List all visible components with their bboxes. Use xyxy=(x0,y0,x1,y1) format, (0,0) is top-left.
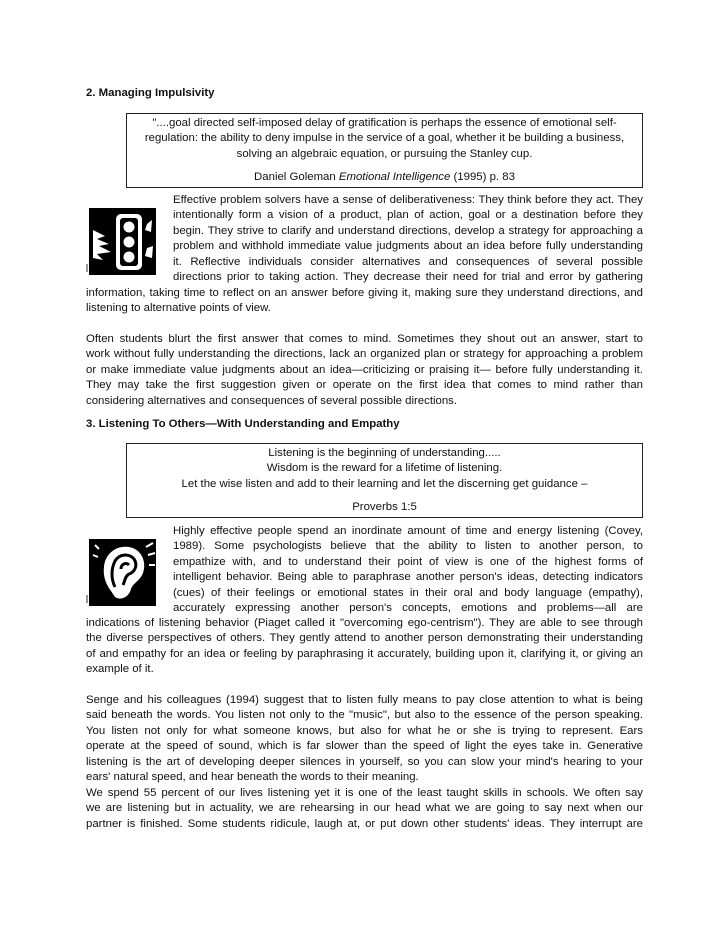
margin-mark xyxy=(86,264,88,272)
text-line: We spend 55 percent of our lives listening yet it is one of the least taught skills in schools. We often say xyxy=(86,787,643,799)
text-line: Senge and his colleagues (1994) suggest that to listen fully means to pay close attention to what is being xyxy=(86,694,643,706)
text-line: Effective problem solvers have a sense of deliberativeness: They think before they act. They xyxy=(173,194,643,206)
section-heading-listening: 3. Listening To Others—With Understanding and Empathy xyxy=(86,418,400,430)
text-line: partner is finished. Some students ridicule, laugh at, or put down other students' ideas. They interrupt are xyxy=(86,817,643,830)
text-line: accurately expressing another person's concepts, emotions and problems—all are xyxy=(173,601,643,614)
attrib-author: Daniel Goleman xyxy=(254,171,339,184)
traffic-light-icon xyxy=(89,208,156,275)
quote-line: regulation: the ability to deny impulse in the service of a goal, whether it be building a business, xyxy=(144,132,625,145)
attrib-year-page: (1995) p. 83 xyxy=(450,171,515,184)
text-line: directions prior to taking action. They decrease their need for trial and error by gathering xyxy=(173,270,643,283)
quote-box-goleman xyxy=(126,113,643,188)
text-line: or make immediate value judgments about an idea—criticizing or praising it— before fully understanding it. xyxy=(86,363,643,376)
text-line: work without fully understanding the directions, lack an organized plan or strategy for approaching a problem xyxy=(86,348,643,361)
text-line: You listen not only for what someone knows, but also for what he or she is trying to represent. Ears xyxy=(86,724,643,737)
text-line: Often students blurt the first answer that comes to mind. Sometimes they shout out an answer, start to xyxy=(86,333,643,345)
paragraph-blurt xyxy=(86,332,643,409)
quote-line: Let the wise listen and add to their learning and let the discerning get guidance – xyxy=(181,477,588,490)
ear-icon xyxy=(89,539,156,606)
text-line: (cues) of their feelings or emotional states in their oral and body language (empathy), xyxy=(173,586,643,599)
paragraph-senge xyxy=(86,693,643,785)
paragraph-effective-listening-cont xyxy=(86,616,643,678)
text-line: information, taking time to reflect on an answer before giving it, making sure they understand directions, and xyxy=(86,287,643,299)
text-line: begin. They strive to clarify and understand directions, develop a strategy for approaching a xyxy=(173,224,643,237)
text-line: indications of listening behavior (Piaget called it "overcoming ego-centrism"). They are able to see through xyxy=(86,617,643,629)
quote-attribution: Proverbs 1:5 xyxy=(352,501,417,514)
paragraph-deliberativeness xyxy=(173,193,643,285)
text-line: operate at the speed of sound, which is far slower than the speed of light the eyes take in. Generative xyxy=(86,740,643,753)
quote-line: Listening is the beginning of understanding..... xyxy=(268,447,501,459)
text-line: intelligent behavior. Being able to paraphrase another person's ideas, detecting indicators xyxy=(173,571,643,584)
text-line: intentionally form a vision of a product, plan of action, goal or a destination before they xyxy=(173,209,643,222)
text-line: problem and withhold immediate value judgments about an idea before fully understanding xyxy=(173,240,643,253)
text-line: the diverse perspectives of others. They gently attend to another person demonstrating their understanding xyxy=(86,632,643,645)
text-line: listening to alternative points of view. xyxy=(86,302,271,315)
text-line: it. Reflective individuals consider alternatives and consequences of several possible xyxy=(173,255,643,268)
section-heading-managing-impulsivity: 2. Managing Impulsivity xyxy=(86,87,215,99)
text-line: we are listening but in actuality, we are rehearsing in our head what we are going to say next when our xyxy=(86,802,643,815)
attrib-title: Emotional Intelligence xyxy=(338,171,451,184)
text-line: considering alternatives and consequences of several possible directions. xyxy=(86,394,458,407)
text-line: listening is the art of developing deeper silences in yourself, so you can slow your mind's hearing to your xyxy=(86,755,643,768)
paragraph-deliberativeness-cont xyxy=(86,286,643,317)
text-line: ears' natural speed, and hear beneath the words to their meaning. xyxy=(86,770,419,783)
text-line: They may take the first suggestion given or operate on the first idea that comes to mind rather than xyxy=(86,379,643,392)
quote-box-proverbs xyxy=(126,443,643,518)
quote-attribution xyxy=(127,170,642,185)
paragraph-55-percent xyxy=(86,786,643,832)
quote-line: "....goal directed self-imposed delay of gratification is perhaps the essence of emotional self- xyxy=(152,117,617,129)
text-line: example of it. xyxy=(86,663,154,676)
quote-line: solving an algebraic equation, or pursuing the Stanley cup. xyxy=(236,147,533,160)
paragraph-effective-listening xyxy=(173,524,643,616)
margin-mark xyxy=(86,595,88,603)
quote-line: Wisdom is the reward for a lifetime of listening. xyxy=(266,462,503,475)
text-line: said beneath the words. You listen not only to the "music", but also to the essence of the person speaking. xyxy=(86,709,643,722)
text-line: Highly effective people spend an inordinate amount of time and energy listening (Covey, xyxy=(173,525,643,537)
text-line: empathize with, and to understand their point of view is one of the highest forms of xyxy=(173,555,643,568)
text-line: of and empathy for an idea or feeling by paraphrasing it accurately, building upon it, clarifying it, or giving an xyxy=(86,647,643,660)
text-line: 1989). Some psychologists believe that the ability to listen to another person, to xyxy=(173,540,643,553)
